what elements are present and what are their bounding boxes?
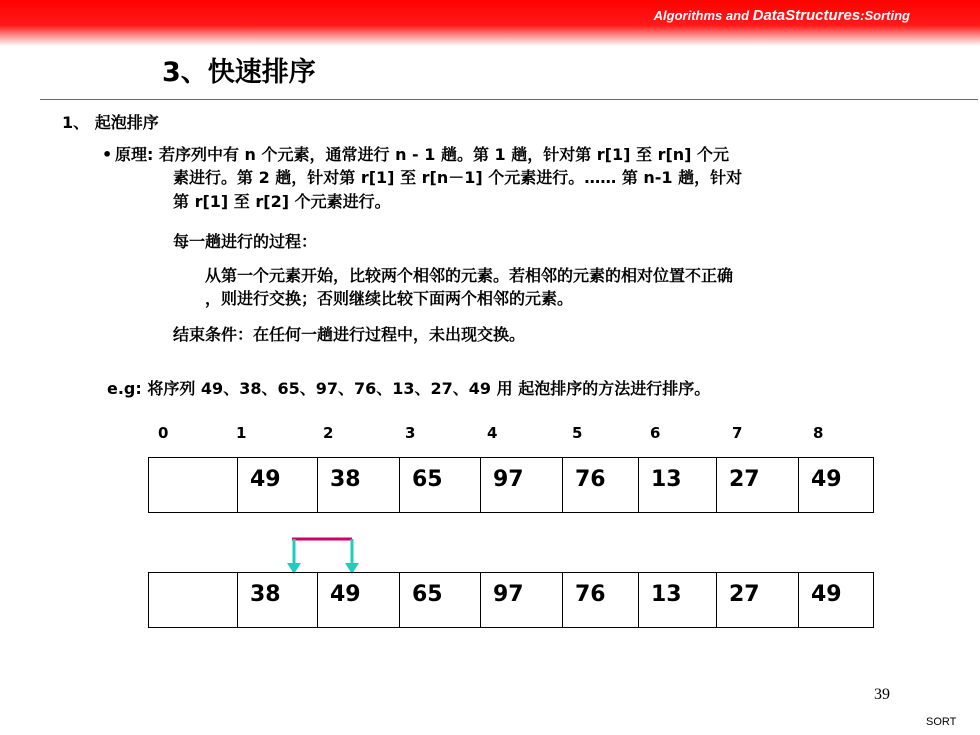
array-cell: 38 <box>237 573 317 627</box>
page-number: 39 <box>874 686 890 703</box>
header-banner <box>0 0 980 46</box>
array-cell <box>149 573 237 627</box>
array-cell: 13 <box>638 573 716 627</box>
example-text: e.g: 将序列 49、38、65、97、76、13、27、49 用 起泡排序的方法进行排序。 <box>107 379 711 398</box>
index-label: 7 <box>732 424 743 442</box>
array-cell: 76 <box>562 573 638 627</box>
array-cell: 65 <box>399 458 480 512</box>
array-cell: 38 <box>317 458 399 512</box>
banner-emph: DataStructures <box>752 7 861 24</box>
footer-label: SORT <box>926 716 957 728</box>
array-row-after <box>148 572 874 628</box>
array-cell: 97 <box>480 458 562 512</box>
index-label: 6 <box>650 424 661 442</box>
pass-line-2: ，则进行交换；否则继续比较下面两个相邻的元素。 <box>205 289 574 308</box>
array-cell: 76 <box>562 458 638 512</box>
array-row-before <box>148 457 874 513</box>
swap-arrows <box>280 533 370 575</box>
array-cell: 27 <box>716 458 798 512</box>
index-label: 4 <box>487 424 498 442</box>
principle-line-3: 第 r[1] 至 r[2] 个元素进行。 <box>173 192 391 211</box>
banner-text <box>654 7 910 24</box>
pass-line-1: 从第一个元素开始，比较两个相邻的元素。若相邻的元素的相对位置不正确 <box>205 266 734 285</box>
index-label: 5 <box>572 424 583 442</box>
array-cell: 49 <box>798 573 873 627</box>
end-condition: 结束条件：在任何一趟进行过程中，未出现交换。 <box>173 325 526 344</box>
index-label: 2 <box>323 424 334 442</box>
index-label: 0 <box>158 424 169 442</box>
pass-label: 每一趟进行的过程： <box>173 232 318 251</box>
title-divider <box>40 99 978 100</box>
slide-title: 3、快速排序 <box>162 57 316 88</box>
array-cell: 49 <box>237 458 317 512</box>
index-label: 3 <box>405 424 416 442</box>
principle-line-1: 原理: 若序列中有 n 个元素，通常进行 n - 1 趟。第 1 趟，针对第 r[1] 至 r[n] 个元 <box>115 145 730 164</box>
array-cell: 97 <box>480 573 562 627</box>
principle-line-2: 素进行。第 2 趟，针对第 r[1] 至 r[n－1] 个元素进行。…… 第 n-1 趟，针对 <box>173 168 743 187</box>
array-cell <box>149 458 237 512</box>
bullet-marker: • <box>102 145 113 164</box>
array-cell: 49 <box>317 573 399 627</box>
banner-prefix: Algorithms and <box>653 8 753 23</box>
banner-suffix: :Sorting <box>860 8 910 23</box>
index-label: 1 <box>236 424 247 442</box>
array-cell: 49 <box>798 458 873 512</box>
array-cell: 13 <box>638 458 716 512</box>
array-cell: 65 <box>399 573 480 627</box>
section-heading: 1、 起泡排序 <box>62 113 159 132</box>
array-cell: 27 <box>716 573 798 627</box>
index-label: 8 <box>813 424 824 442</box>
